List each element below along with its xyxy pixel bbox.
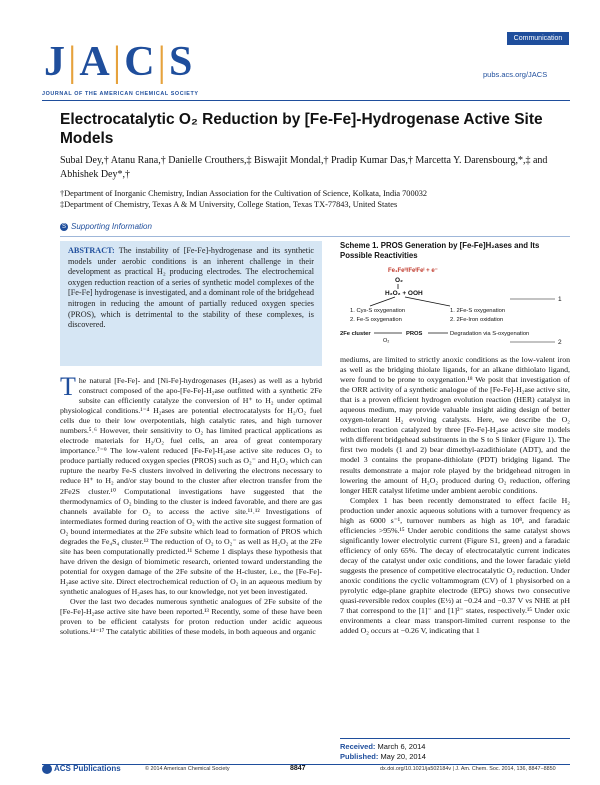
scheme-right-2: 2. 2Fe-Iron oxidation <box>450 317 504 323</box>
journal-name: JOURNAL OF THE AMERICAN CHEMICAL SOCIETY <box>42 91 199 97</box>
body-left-column <box>60 372 322 637</box>
published-label: Published: <box>340 752 379 761</box>
abstract-label: ABSTRACT: <box>68 246 115 255</box>
journal-url-link[interactable]: pubs.acs.org/JACS <box>483 70 548 79</box>
abstract-box <box>60 241 322 366</box>
paragraph-1: he natural [Fe-Fe]- and [Ni-Fe]-hydrogenases (H₂ases) as well as a hybrid construct composed of the apo-[Fe-Fe]-H₂ase outfitted with a synthetic 2Fe subsite can efficiently catalyze the conversion of H⁺ to H₂ under optimal physiological conditions.¹⁻⁴ H₂ases are potential electrocatalysts for H₂/O₂ fuel cells due to their low overpotentials, high catalytic rates, and high turnover numbers.⁵˒⁶ However, their sensitivity to O₂ has limited practical applications as electrode materials for H₂/O₂ fuel cells, an area of great contemporary importance.⁷⁻⁹ The low-valent reduced [Fe-Fe]-H₂ase active site reduces O₂ to produce partially reduced oxygen species (PROS) such as O₂⁻ and H₂O₂ which can rupture the nearby Fe-S clusters involved in delivering the electrons necessary to reduce H⁺ to H₂ and/or stay bound to the cluster after electron transfer from the 2Fe2S cluster.¹⁰ Computational investigations have suggested that the thermodynamics of O₂ binding to the cluster is indeed favorable, and there are gas channels available for O₂ to access the active site.¹¹˒¹² Investigations of intermediates formed during reaction of O₂ with the active site suggest formation of O₂ bound intermediates at the 2Fe subsite which lead to formation of PROS which degrades the Fe₄S₄ cluster.¹² The reduction of O₂ to O₂⁻ as well as H₂O₂ at the 2Fe site has been computationally predicted.¹¹ Scheme 1 displays these hypothesis that have driven the design of biomimetic research, oriented toward understanding the potential for oxygen damage of the 2Fe subsite of the H-cluster, i.e., the [Fe-Fe]-H₂ase active site. Direct electrochemical reduction of O₂ in an aqueous medium by synthetic analogues of H₂ases has, to our knowledge, not yet been investigated. <box>60 376 322 596</box>
received-label: Received: <box>340 742 376 751</box>
abstract-text: The instability of [Fe-Fe]-hydrogenase and its synthetic models under aerobic conditions is an inherent challenge in their development as practical H₂ producing electrodes. The electrochemical oxygen reduction reaction of a series of synthetic model complexes of the [Fe-Fe] hydrogenase is investigated, and a dominant role of the bridgehead nitrogen in reducing the amount of partially reduced oxygen species (PROS), which is detrimental to the stability of these complexes, is discovered. <box>68 246 314 330</box>
page-number: 8847 <box>290 765 306 772</box>
affiliations <box>60 188 570 210</box>
scheme-arrow-left <box>370 297 395 306</box>
copyright: © 2014 American Chemical Society <box>145 766 230 772</box>
doi-citation[interactable]: dx.doi.org/10.1021/ja502184v | J. Am. Chem. Soc. 2014, 136, 8847−8850 <box>380 766 556 772</box>
scheme-bottom-mid: PROS <box>406 331 423 337</box>
acs-publications-logo: ACS Publications <box>42 764 121 774</box>
footer-rule <box>42 764 570 765</box>
affiliation-1: †Department of Inorganic Chemistry, Indian Association for the Cultivation of Science, Kolkata, India 700032 <box>60 189 428 198</box>
received-date: March 6, 2014 <box>377 742 426 751</box>
drop-cap: T <box>60 372 76 401</box>
paragraph-2: Over the last two decades numerous synthetic analogues of 2Fe subsite of the [Fe-Fe]-H₂ase active site have been reported.¹³ Recently, some of these have been proven to be efficient catalysts for proton reduction under acidic aqueous solutions.¹⁴⁻¹⁷ The catalytic abilities of these models, in both aqueous and organic <box>60 597 322 637</box>
acs-logo-icon <box>42 764 52 774</box>
author-list: Subal Dey,† Atanu Rana,† Danielle Crouthers,‡ Biswajit Mondal,† Pradip Kumar Das,† Marcetta Y. Darensbourg,*,‡ and Abhishek Dey*,† <box>60 155 548 180</box>
info-icon: S <box>61 223 66 230</box>
body-right-column <box>340 355 570 636</box>
published-date: May 20, 2014 <box>380 752 426 761</box>
paragraph-4: Complex 1 has been recently demonstrated to effect facile H₂ production under anoxic aqueous solutions with a turnover frequency as high as 6000 s⁻¹, turnover numbers as high as 10⁸, and faradaic efficiencies >95%.¹⁵ Under aerobic conditions the same catalyst shows significantly lower electrolytic current (Figure S1, green) and a faradaic efficiency of only 65%. The decay of electrocatalytic current indicates decay of the catalyst under oxic conditions, and the lower faradaic yield suggests the presence of competitive electrocatalytic O₂ reduction. Under anoxic conditions the cyclic voltammogram (CV) of 1 physisorbed on a pyrolytic edge-plane graphite electrode (EPG) shows two consecutive quasi-reversible redox couples (E½) at −0.24 and −0.37 V vs NHE at pH 7 that correspond to the [1]⁻ and [1]²⁻ states, respectively.¹⁵ Under oxic environments a clear mass transport-limited current response to the added O₂ occurs at −0.26 V, indicating that 1 <box>340 495 570 636</box>
scheme-top-label: Fe₁Feᴵᴵ/FeᴵFeᴵ + e⁻ <box>388 268 438 274</box>
scheme-pros-products: H₂O₂ + OOH <box>385 290 423 297</box>
scheme-bottom-o2: O₂ <box>383 338 390 344</box>
scheme-left-1: 1. Cys-S oxygenation <box>350 308 406 314</box>
article-title: Electrocatalytic O₂ Reduction by [Fe-Fe]-Hydrogenase Active Site Models <box>60 111 543 147</box>
scheme-arrow-right <box>405 297 450 306</box>
scheme-label-1: 1 <box>558 296 562 303</box>
scheme-right-1: 1. 2Fe-S oxygenation <box>450 308 506 314</box>
affiliation-2: ‡Department of Chemistry, Texas A & M University, College Station, Texas TX-77843, United States <box>60 200 398 209</box>
scheme-bottom-right: Degradation via S-oxygenation <box>450 331 530 337</box>
dates-rule <box>340 738 570 739</box>
paragraph-3: mediums, are limited to strictly anoxic conditions as the low-valent iron as well as the bridging thiolate ligands, for an alkane dithiolato ligand, were found to be prone to oxygenation.¹⁸ We posit that investigation of the ORR activity of a synthetic analogue of the [Fe-Fe]-H₂ase active site, that is a proven efficient hydrogen evolution reaction (HER) catalyst in aqueous medium, may provide valuable insight aiding design of better oxygen-tolerant H₂ evolving catalysts. Here, we describe the O₂ reduction reaction catalyzed by three [Fe-Fe]-H₂ase active site models with different bridgehead substituents in the S to S linker (Figure 1). The first two models (1 and 2) bear dimethyl-azadithiolate (ADT), and the model 3 contains the propane-dithiolate (PDT) bridging ligand. The results demonstrate a major role played by the bridgehead nitrogen in lowering the amount of H₂O₂ produced during O₂ reduction, offering longer HER catalyst lifetime under ambient aerobic conditions. <box>340 355 570 495</box>
scheme-bottom-left: 2Fe cluster <box>340 331 371 337</box>
article-dates <box>340 742 426 762</box>
scheme-left-2: 2. Fe-S oxygenation <box>350 317 402 323</box>
article-type-badge: Communication <box>507 32 569 45</box>
scheme-o2: O₂ <box>395 277 403 284</box>
supporting-information-link[interactable]: S Supporting Information <box>61 222 152 231</box>
journal-logo: J|A|C|S <box>44 39 194 85</box>
scheme-label-2: 2 <box>558 339 562 346</box>
section-divider <box>60 236 570 237</box>
scheme-title: Scheme 1. PROS Generation by [Fe-Fe]H₂ases and Its Possible Reactivities <box>340 241 540 260</box>
header-rule <box>42 100 570 101</box>
scheme-diagram <box>340 264 570 350</box>
